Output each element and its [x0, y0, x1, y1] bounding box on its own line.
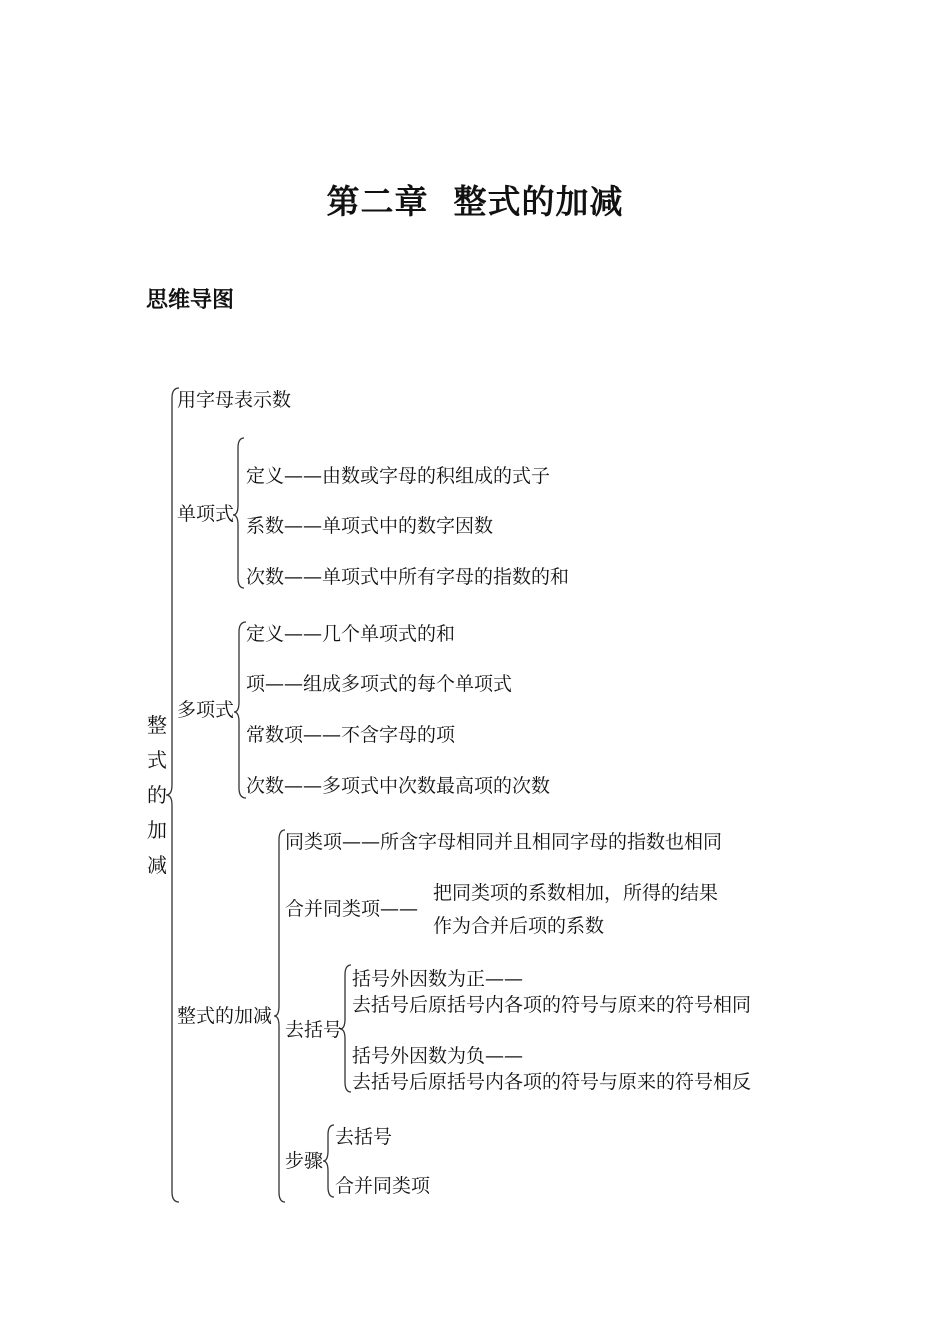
- monomial-brace: [233, 438, 244, 588]
- section-heading: 思维导图: [146, 288, 235, 313]
- polynomial-constant: 常数项——不含字母的项: [246, 724, 456, 746]
- polynomial-degree: 次数——多项式中次数最高项的次数: [246, 775, 551, 797]
- monomial-coefficient: 系数——单项式中的数字因数: [246, 515, 494, 537]
- paren-positive-line2: 去括号后原括号内各项的符号与原来的符号相同: [352, 994, 752, 1016]
- paren-negative-line2: 去括号后原括号内各项的符号与原来的符号相反: [352, 1071, 752, 1093]
- polynomial-term: 项——组成多项式的每个单项式: [246, 673, 513, 695]
- combine-like-label: 合并同类项——: [285, 898, 419, 920]
- node-monomial: 单项式: [177, 503, 235, 525]
- node-polynomial: 多项式: [177, 699, 235, 721]
- node-steps: 步骤: [285, 1150, 324, 1172]
- node-letters: 用字母表示数: [177, 389, 292, 411]
- node-addsub: 整式的加减: [177, 1005, 273, 1027]
- combine-like-line1: 把同类项的系数相加，所得的结果: [433, 882, 719, 904]
- root-node: 整式的加减: [147, 713, 167, 877]
- node-remove-parentheses: 去括号: [285, 1019, 343, 1041]
- polynomial-brace: [234, 622, 246, 798]
- polynomial-definition: 定义——几个单项式的和: [246, 623, 456, 645]
- step-combine-like-terms: 合并同类项: [335, 1175, 431, 1197]
- page-title: 第二章 整式的加减: [326, 182, 624, 221]
- steps-brace: [323, 1125, 334, 1197]
- paren-negative-line1: 括号外因数为负——: [352, 1045, 524, 1067]
- addsub-brace: [274, 830, 285, 1202]
- step-remove-parentheses: 去括号: [335, 1126, 393, 1148]
- combine-like-line2: 作为合并后项的系数: [433, 915, 605, 937]
- paren-positive-line1: 括号外因数为正——: [352, 968, 524, 990]
- monomial-degree: 次数——单项式中所有字母的指数的和: [246, 566, 570, 588]
- monomial-definition: 定义——由数或字母的积组成的式子: [246, 465, 551, 487]
- like-terms: 同类项——所含字母相同并且相同字母的指数也相同: [285, 831, 723, 853]
